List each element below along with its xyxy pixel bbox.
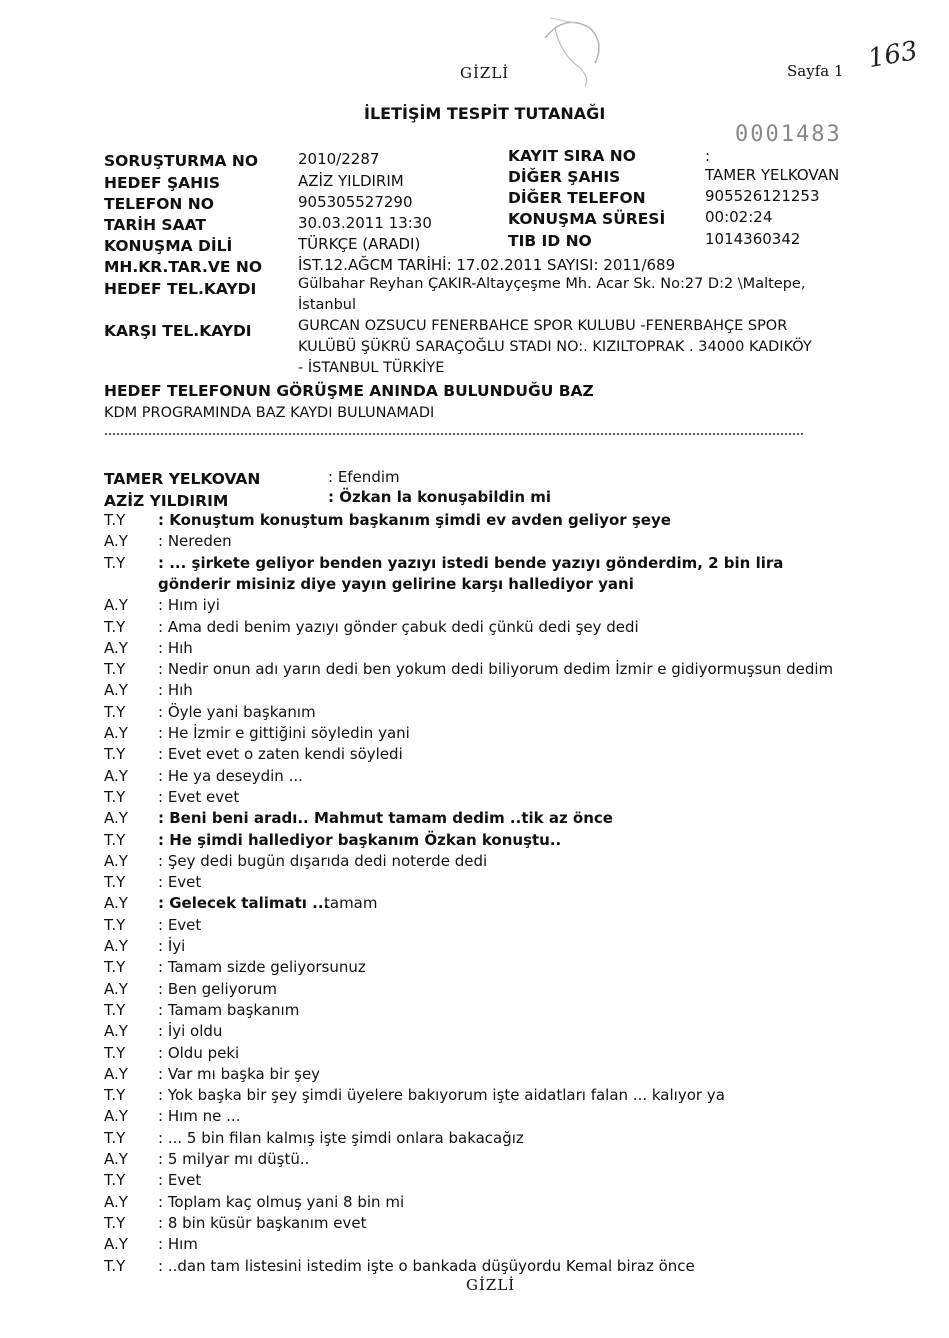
utterance: : He şimdi hallediyor başkanım Özkan konuştu.. <box>158 830 562 849</box>
utterance: : Nereden <box>158 532 232 551</box>
conversation-line <box>104 745 403 764</box>
karsi-tel-kaydi-label: KARŞI TEL.KAYDI <box>104 322 252 340</box>
speaker-initials: A.Y <box>104 979 128 998</box>
conversation-line <box>104 915 202 934</box>
field-label: KONUŞMA SÜRESİ <box>508 210 666 228</box>
page-label: Sayfa 1 <box>787 62 844 80</box>
utterance: : Hım iyi <box>158 596 220 615</box>
speaker-initials: A.Y <box>104 1235 128 1254</box>
speaker-initials: T.Y <box>104 660 126 679</box>
utterance: : Efendim <box>328 468 400 486</box>
field-label: SORUŞTURMA NO <box>104 152 259 170</box>
speaker-initials: T.Y <box>104 745 126 764</box>
conversation-line <box>104 660 834 679</box>
conversation-line <box>104 1256 695 1275</box>
speaker-initials: T.Y <box>104 1171 126 1190</box>
speaker-initials: T.Y <box>104 1043 126 1062</box>
hedef-tel-kaydi-line: İstanbul <box>298 297 357 313</box>
utterance: : Gelecek talimatı ... <box>158 894 330 913</box>
classification-footer: GİZLİ <box>466 1276 516 1294</box>
utterance: : ... şirkete geliyor benden yazıyı istedi bende yazıyı gönderdim, 2 bin lira <box>158 553 784 572</box>
speaker-initials: A.Y <box>104 681 128 700</box>
conversation-line <box>104 638 193 657</box>
utterance: : Tamam başkanım <box>158 1000 300 1019</box>
conversation-line <box>104 1000 300 1019</box>
field-label: TELEFON NO <box>104 195 214 213</box>
utterance: : Toplam kaç olmuş yani 8 bin mi <box>158 1192 405 1211</box>
conversation-line <box>104 979 278 998</box>
speaker-initials: A.Y <box>104 724 128 742</box>
conversation-line <box>104 958 366 977</box>
speaker-initials: A.Y <box>104 532 128 551</box>
conversation-line <box>104 1128 524 1147</box>
utterance: : Tamam sizde geliyorsunuz <box>158 958 366 977</box>
karsi-tel-kaydi-line: GURCAN OZSUCU FENERBAHCE SPOR KULUBU -FENERBAHÇE SPOR <box>298 318 788 334</box>
utterance: : 8 bin küsür başkanım evet <box>158 1213 367 1232</box>
conversation-line <box>104 873 202 892</box>
speaker-initials: T.Y <box>104 873 126 892</box>
speaker-initials: A.Y <box>104 766 128 785</box>
utterance: : Evet evet o zaten kendi söyledi <box>158 745 403 764</box>
document-title: İLETİŞİM TESPİT TUTANAĞI <box>364 104 606 123</box>
utterance: : Hıh <box>158 638 193 657</box>
conversation-line <box>104 1171 202 1190</box>
conversation-line <box>104 1086 725 1105</box>
speaker-initials: T.Y <box>104 1128 126 1147</box>
utterance: : ..dan tam listesini istedim işte o bankada düşüyordu Kemal biraz önce <box>158 1256 695 1275</box>
mahkeme-value: İST.12.AĞCM TARİHİ: 17.02.2011 SAYISI: 2011/689 <box>298 256 676 274</box>
stamp-number: 0001483 <box>735 122 842 147</box>
conversation-line <box>104 1192 405 1211</box>
field-label: TIB ID NO <box>508 232 592 250</box>
conversation-line <box>104 809 613 828</box>
dotted-separator <box>104 432 804 436</box>
speaker-initials: T.Y <box>104 1256 126 1275</box>
utterance: : Şey dedi bugün dışarıda dedi noterde dedi <box>158 851 488 870</box>
conversation-line <box>104 894 378 913</box>
field-value: TÜRKÇE (ARADI) <box>298 235 421 253</box>
speaker-initials: T.Y <box>104 787 126 806</box>
field-label: DİĞER TELEFON <box>508 189 646 207</box>
speaker-name: AZİZ YILDIRIM <box>104 492 229 510</box>
utterance: : İyi oldu <box>158 1022 223 1041</box>
utterance: : Evet <box>158 915 202 934</box>
conversation-line <box>104 766 303 785</box>
speaker-name: TAMER YELKOVAN <box>104 470 261 488</box>
mahkeme-label: MH.KR.TAR.VE NO <box>104 258 263 276</box>
speaker-initials: A.Y <box>104 1150 128 1168</box>
conversation-line <box>104 617 639 636</box>
speaker-initials: A.Y <box>104 894 128 913</box>
field-label: KAYIT SIRA NO <box>508 147 636 165</box>
conversation-line <box>104 553 784 572</box>
conversation-line <box>104 787 240 806</box>
conversation-line <box>104 532 232 551</box>
utterance-continuation: gönderir misiniz diye yayın gelirine karşı hallediyor yani <box>158 574 634 593</box>
stamp-mark <box>535 8 610 88</box>
utterance: : Özkan la konuşabildin mi <box>328 488 552 506</box>
field-label: HEDEF ŞAHIS <box>104 174 221 192</box>
speaker-initials: T.Y <box>104 1000 126 1019</box>
utterance: : Ben geliyorum <box>158 979 278 998</box>
speaker-initials: A.Y <box>104 1022 128 1041</box>
conversation-line <box>104 511 671 529</box>
utterance: : He İzmir e gittiğini söyledin yani <box>158 724 410 742</box>
field-value: 00:02:24 <box>705 208 773 226</box>
utterance: : Nedir onun adı yarın dedi ben yokum dedi biliyorum dedim İzmir e gidiyormuşsun dedim <box>158 660 834 679</box>
conversation-line <box>104 851 488 870</box>
speaker-initials: T.Y <box>104 702 126 721</box>
field-value: TAMER YELKOVAN <box>705 166 840 184</box>
conversation-line <box>104 1022 223 1041</box>
baz-value: KDM PROGRAMINDA BAZ KAYDI BULUNAMADI <box>104 405 435 421</box>
conversation-line <box>104 681 193 700</box>
speaker-initials: T.Y <box>104 1086 126 1105</box>
field-label: DİĞER ŞAHIS <box>508 168 621 186</box>
utterance: : Öyle yani başkanım <box>158 702 316 721</box>
utterance: : Hım ne ... <box>158 1107 241 1126</box>
conversation-line <box>104 724 410 742</box>
hedef-tel-kaydi-label: HEDEF TEL.KAYDI <box>104 280 257 298</box>
speaker-initials: T.Y <box>104 617 126 636</box>
hedef-tel-kaydi-line: Gülbahar Reyhan ÇAKIR-Altayçeşme Mh. Acar Sk. No:27 D:2 \Maltepe, <box>298 276 806 292</box>
utterance: : Hıh <box>158 681 193 700</box>
utterance: : Var mı başka bir şey <box>158 1064 321 1083</box>
conversation-line <box>104 1235 198 1254</box>
conversation-line <box>104 1107 241 1126</box>
utterance: : 5 milyar mı düştü.. <box>158 1150 310 1168</box>
speaker-initials: T.Y <box>104 1213 126 1232</box>
speaker-initials: T.Y <box>104 511 126 529</box>
conversation-line <box>104 702 316 721</box>
field-value: 1014360342 <box>705 230 801 248</box>
conversation-line <box>104 596 220 615</box>
speaker-initials: A.Y <box>104 809 128 828</box>
speaker-initials: A.Y <box>104 937 128 955</box>
utterance: : Hım <box>158 1235 198 1254</box>
utterance: : Evet <box>158 1171 202 1190</box>
utterance-tail: tamam <box>324 894 378 913</box>
conversation-line <box>104 937 186 955</box>
handwritten-number: 163 <box>865 35 920 75</box>
field-value: : <box>705 147 711 165</box>
conversation-line <box>104 1064 321 1083</box>
utterance: : Ama dedi benim yazıyı gönder çabuk dedi çünkü dedi şey dedi <box>158 617 639 636</box>
utterance: : İyi <box>158 937 186 955</box>
karsi-tel-kaydi-line: - İSTANBUL TÜRKİYE <box>298 360 445 376</box>
baz-heading: HEDEF TELEFONUN GÖRÜŞME ANINDA BULUNDUĞU BAZ <box>104 382 594 400</box>
utterance: : Yok başka bir şey şimdi üyelere bakıyorum işte aidatları falan ... kalıyor ya <box>158 1086 725 1105</box>
utterance: : Konuştum konuştum başkanım şimdi ev avden geliyor şeye <box>158 511 671 529</box>
utterance: : Beni beni aradı.. Mahmut tamam dedim ..tik az önce <box>158 809 613 828</box>
utterance: : ... 5 bin filan kalmış işte şimdi onlara bakacağız <box>158 1128 524 1147</box>
speaker-initials: A.Y <box>104 1192 128 1211</box>
speaker-initials: A.Y <box>104 596 128 615</box>
field-value: 905526121253 <box>705 187 820 205</box>
conversation-line <box>104 1043 240 1062</box>
field-label: TARİH SAAT <box>104 216 206 234</box>
utterance: : Evet <box>158 873 202 892</box>
field-value: AZİZ YILDIRIM <box>298 172 404 190</box>
conversation-line <box>104 1213 367 1232</box>
speaker-initials: A.Y <box>104 638 128 657</box>
speaker-initials: T.Y <box>104 830 126 849</box>
field-value: 30.03.2011 13:30 <box>298 214 432 232</box>
conversation-line <box>104 830 562 849</box>
speaker-initials: A.Y <box>104 851 128 870</box>
utterance: : Oldu peki <box>158 1043 240 1062</box>
field-value: 2010/2287 <box>298 150 380 168</box>
speaker-initials: T.Y <box>104 958 126 977</box>
field-label: KONUŞMA DİLİ <box>104 237 233 255</box>
karsi-tel-kaydi-line: KULÜBÜ ŞÜKRÜ SARAÇOĞLU STADI NO:. KIZILTOPRAK . 34000 KADIKÖY <box>298 339 812 355</box>
speaker-initials: T.Y <box>104 915 126 934</box>
utterance: : He ya deseydin ... <box>158 766 303 785</box>
field-value: 905305527290 <box>298 193 413 211</box>
classification-header: GİZLİ <box>460 64 510 82</box>
speaker-initials: A.Y <box>104 1107 128 1126</box>
utterance: : Evet evet <box>158 787 240 806</box>
speaker-initials: T.Y <box>104 553 126 572</box>
speaker-initials: A.Y <box>104 1064 128 1083</box>
conversation-line <box>104 1150 310 1168</box>
